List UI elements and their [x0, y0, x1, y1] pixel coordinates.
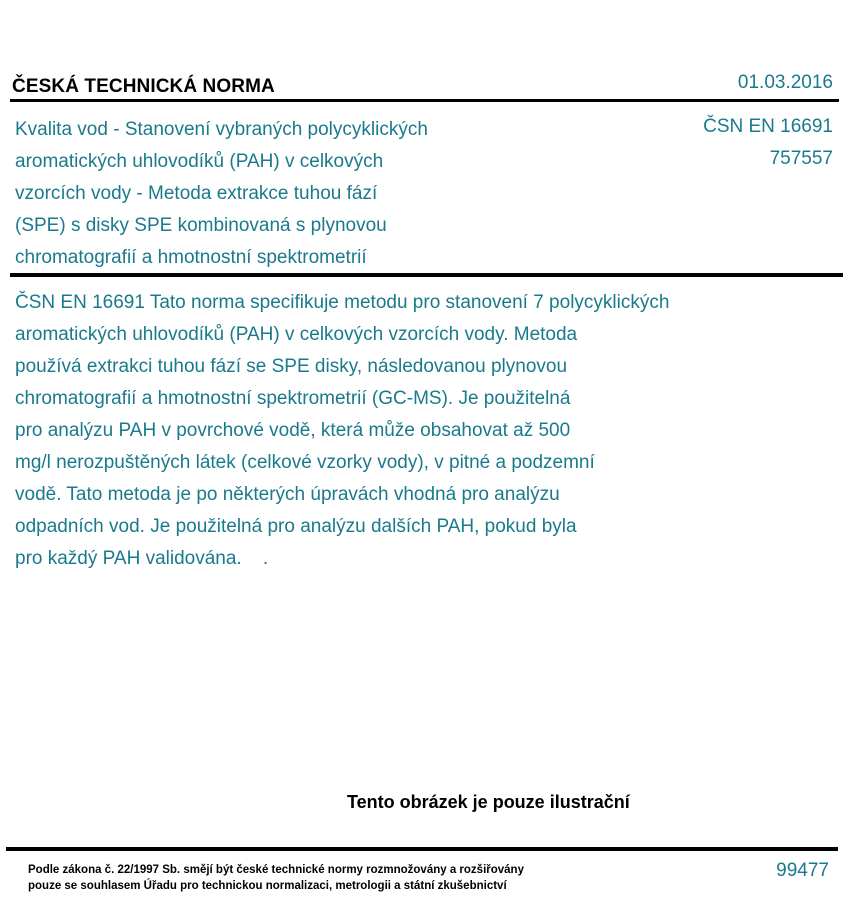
abstract-line: mg/l nerozpuštěných látek (celkové vzorky vody), v pitné a podzemní — [15, 452, 595, 473]
legal-notice — [28, 862, 524, 894]
abstract-line: ČSN EN 16691 Tato norma specifikuje metodu pro stanovení 7 polycyklických — [15, 292, 670, 313]
document-title-line: (SPE) s disky SPE kombinovaná s plynovou — [15, 215, 387, 236]
abstract-line: pro každý PAH validována. . — [15, 548, 269, 569]
document-title-line: aromatických uhlovodíků (PAH) v celkových — [15, 151, 384, 172]
title-divider — [10, 273, 843, 277]
document-title-line: vzorcích vody - Metoda extrakce tuhou fází — [15, 183, 378, 204]
csn-number: ČSN EN 16691 — [703, 116, 833, 137]
abstract-line: odpadních vod. Je použitelná pro analýzu dalších PAH, pokud byla — [15, 516, 577, 537]
legal-notice-line: Podle zákona č. 22/1997 Sb. smějí být české technické normy rozmnožovány a rozšiřovány — [28, 864, 524, 876]
abstract-line: pro analýzu PAH v povrchové vodě, která může obsahovat až 500 — [15, 420, 571, 441]
abstract-line: chromatografií a hmotnostní spektrometrií (GC-MS). Je použitelná — [15, 388, 571, 409]
classification-number: 757557 — [769, 148, 833, 169]
header-divider — [10, 99, 839, 102]
document-title-line: Kvalita vod - Stanovení vybraných polycyklických — [15, 119, 428, 140]
document-title — [15, 114, 515, 274]
illustration-note: Tento obrázek je pouze ilustrační — [347, 792, 630, 812]
abstract-line: vodě. Tato metoda je po některých úpravách vhodná pro analýzu — [15, 484, 560, 505]
abstract-line: používá extrakci tuhou fází se SPE disky, následovanou plynovou — [15, 356, 568, 377]
footer-number: 99477 — [776, 860, 829, 881]
abstract — [15, 287, 669, 575]
document-title-line: chromatografií a hmotnostní spektrometrií — [15, 247, 367, 268]
footer-divider — [6, 847, 838, 851]
header-title: ČESKÁ TECHNICKÁ NORMA — [12, 76, 275, 97]
publication-date: 01.03.2016 — [737, 72, 833, 93]
abstract-line: aromatických uhlovodíků (PAH) v celkových vzorcích vody. Metoda — [15, 324, 578, 345]
legal-notice-line: pouze se souhlasem Úřadu pro technickou normalizaci, metrologii a státní zkušebnictví — [28, 880, 507, 892]
